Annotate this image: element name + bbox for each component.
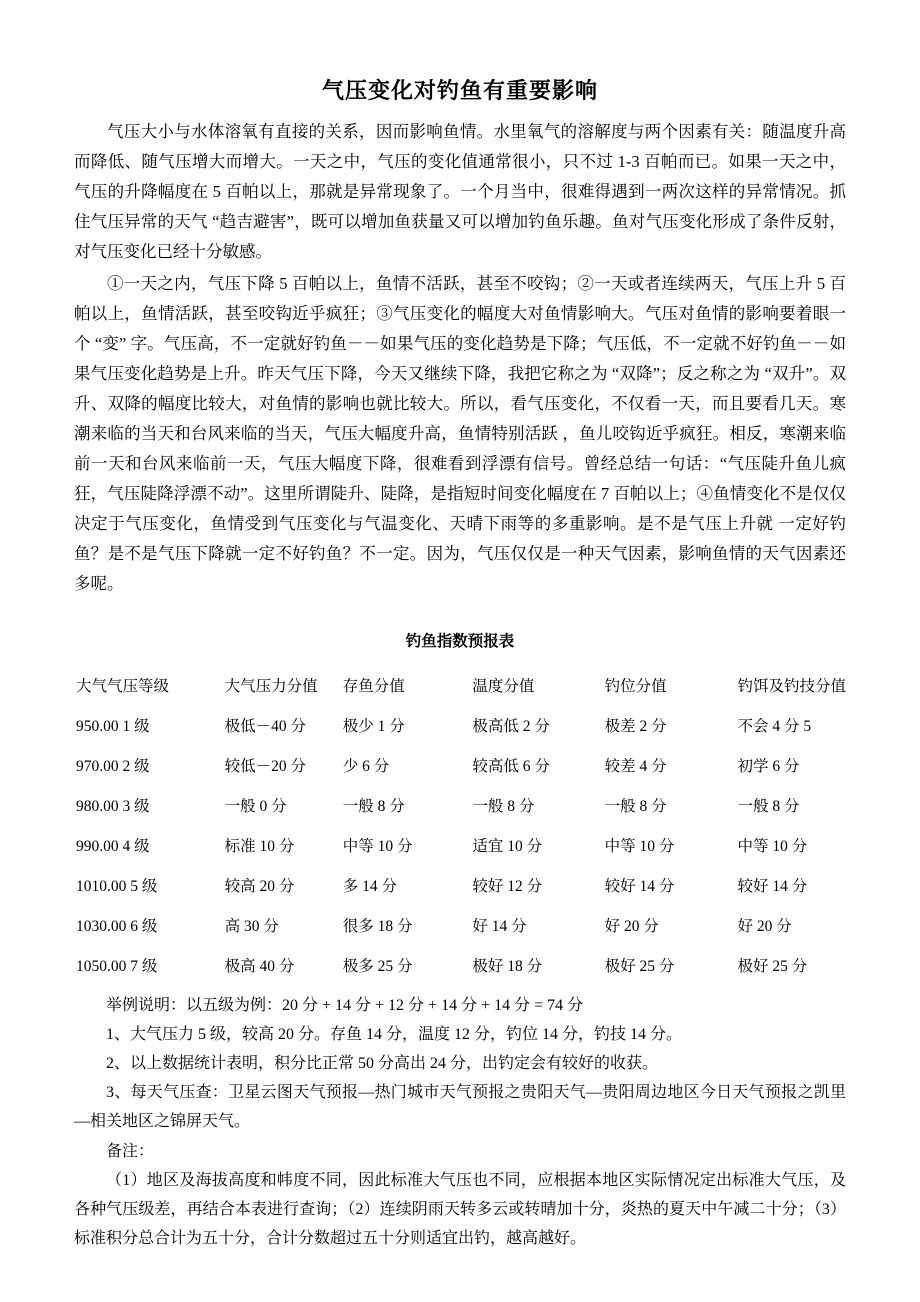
table-row: [74, 905, 846, 945]
column-header-pressure-level: 大气气压等级: [76, 678, 170, 696]
table-header-row: [74, 665, 846, 705]
cell-fish-stock-score: 一般 8 分: [342, 798, 405, 816]
table-row: [74, 825, 846, 865]
cell-bait-skill-score: 极好 25 分: [737, 958, 808, 976]
cell-temperature-score: 较高低 6 分: [472, 758, 550, 776]
cell-spot-score: 较差 4 分: [604, 758, 667, 776]
cell-temperature-score: 极高低 2 分: [472, 718, 550, 736]
paragraph-2: ①一天之内，气压下降 5 百帕以上，鱼情不活跃，甚至不咬钩；②一天或者连续两天，气压上升 5 百帕以上，鱼情活跃，甚至咬钩近乎疯狂；③气压变化的幅度大对鱼情影响大。气压对鱼情的影响要着眼一个 “变” 字。气压高，不一定就好钓鱼－－如果气压的变化趋势是下降；气压低，不一定就不好钓鱼－－如果气压变化趋势是上升。昨天气压下降，今天又继续下降，我把它称之为 “双降”；反之称之为 “双升”。双升、双降的幅度比较大，对鱼情的影响也就比较大。所以，看气压变化，不仅看一天，而且要看几天。寒潮来临的当天和台风来临的当天，气压大幅度升高，鱼情特别活跃 ，鱼儿咬钩近乎疯狂。相反，寒潮来临前一天和台风来临前一天，气压大幅度下降，很难看到浮漂有信号。曾经总结一句话：“气压陡升鱼儿疯狂，气压陡降浮漂不动”。这里所谓陡升、陡降，是指短时间变化幅度在 7 百帕以上；④鱼情变化不是仅仅决定于气压变化，鱼情受到气压变化与气温变化、天晴下雨等的多重影响。是不是气压上升就 一定好钓鱼？是不是气压下降就一定不好钓鱼？不一定。因为，气压仅仅是一种天气因素，影响鱼情的天气因素还多呢。: [74, 273, 846, 594]
note-item-3: 3、每天气压查：卫星云图天气预报—热门城市天气预报之贵阳天气—贵阳周边地区今日天气预报之凯里—相关地区之锦屏天气。: [74, 1084, 846, 1131]
cell-bait-skill-score: 不会 4 分 5: [737, 718, 812, 736]
column-header-spot-score: 钓位分值: [604, 678, 667, 696]
cell-fish-stock-score: 极多 25 分: [342, 958, 413, 976]
cell-fish-stock-score: 少 6 分: [342, 758, 390, 776]
cell-pressure-score: 高 30 分: [224, 918, 279, 936]
cell-fish-stock-score: 极少 1 分: [342, 718, 405, 736]
column-header-temperature-score: 温度分值: [472, 678, 535, 696]
cell-pressure-level: 1050.00 7 级: [76, 958, 158, 976]
table-row: [74, 865, 846, 905]
notes-section: [74, 991, 846, 1253]
table-row: [74, 785, 846, 825]
cell-pressure-level: 950.00 1 级: [76, 718, 150, 736]
cell-temperature-score: 适宜 10 分: [472, 838, 543, 856]
cell-spot-score: 较好 14 分: [604, 878, 675, 896]
cell-pressure-level: 1030.00 6 级: [76, 918, 158, 936]
table-row: [74, 705, 846, 745]
cell-spot-score: 极好 25 分: [604, 958, 675, 976]
cell-pressure-score: 一般 0 分: [224, 798, 287, 816]
table-row: [74, 745, 846, 785]
cell-bait-skill-score: 中等 10 分: [737, 838, 808, 856]
cell-spot-score: 极差 2 分: [604, 718, 667, 736]
table-caption: 钓鱼指数预报表: [405, 633, 515, 651]
cell-pressure-score: 较低－20 分: [224, 758, 307, 776]
remark-label: 备注：: [106, 1142, 155, 1160]
cell-temperature-score: 一般 8 分: [472, 798, 535, 816]
cell-pressure-score: 极低－40 分: [224, 718, 307, 736]
column-header-bait-skill-score: 钓饵及钓技分值: [737, 678, 846, 696]
page-title: 气压变化对钓鱼有重要影响: [321, 78, 598, 103]
paragraph-1: 气压大小与水体溶氧有直接的关系，因而影响鱼情。水里氧气的溶解度与两个因素有关：随温度升高而降低、随气压增大而增大。一天之中，气压的变化值通常很小，只不过 1-3 百帕而已。如果一天之中，气压的升降幅度在 5 百帕以上，那就是异常现象了。一个月当中，很难得遇到一两次这样的异常情况。抓住气压异常的天气 “趋吉避害”，既可以增加鱼获量又可以增加钓鱼乐趣。鱼对气压变化形成了条件反射，对气压变化已经十分敏感。: [74, 121, 846, 261]
cell-pressure-score: 标准 10 分: [224, 838, 295, 856]
cell-pressure-level: 1010.00 5 级: [76, 878, 158, 896]
cell-pressure-score: 较高 20 分: [224, 878, 295, 896]
remark-body: （1）地区及海拔高度和帏度不同，因此标准大气压也不同，应根据本地区实际情况定出标准大气压，及各种气压级差，再结合本表进行查询；（2）连续阴雨天转多云或转晴加十分，炎热的夏天中午减二十分；（3）标准积分总合计为五十分，合计分数超过五十分则适宜出钓，越高越好。: [74, 1171, 846, 1247]
table-row: [74, 945, 846, 985]
cell-spot-score: 一般 8 分: [604, 798, 667, 816]
cell-bait-skill-score: 好 20 分: [737, 918, 792, 936]
cell-spot-score: 中等 10 分: [604, 838, 675, 856]
column-header-pressure-score: 大气压力分值: [224, 678, 318, 696]
column-header-fish-stock-score: 存鱼分值: [342, 678, 405, 696]
cell-bait-skill-score: 一般 8 分: [737, 798, 800, 816]
cell-fish-stock-score: 很多 18 分: [342, 918, 413, 936]
cell-bait-skill-score: 初学 6 分: [737, 758, 800, 776]
cell-pressure-level: 980.00 3 级: [76, 798, 150, 816]
cell-pressure-level: 970.00 2 级: [76, 758, 150, 776]
cell-fish-stock-score: 多 14 分: [342, 878, 398, 896]
cell-pressure-level: 990.00 4 级: [76, 838, 150, 856]
cell-bait-skill-score: 较好 14 分: [737, 878, 808, 896]
cell-temperature-score: 好 14 分: [472, 918, 527, 936]
note-item-2: 2、以上数据统计表明，积分比正常 50 分高出 24 分，出钓定会有较好的收获。: [106, 1055, 659, 1073]
cell-temperature-score: 较好 12 分: [472, 878, 543, 896]
cell-spot-score: 好 20 分: [604, 918, 659, 936]
fishing-index-table: [74, 665, 846, 985]
cell-fish-stock-score: 中等 10 分: [342, 838, 413, 856]
note-example: 举例说明：以五级为例：20 分 + 14 分 + 12 分 + 14 分 + 14 分 = 74 分: [106, 997, 584, 1015]
note-item-1: 1、大气压力 5 级，较高 20 分。存鱼 14 分，温度 12 分，钓位 14 分，钓技 14 分。: [106, 1026, 683, 1044]
cell-pressure-score: 极高 40 分: [224, 958, 295, 976]
cell-temperature-score: 极好 18 分: [472, 958, 543, 976]
